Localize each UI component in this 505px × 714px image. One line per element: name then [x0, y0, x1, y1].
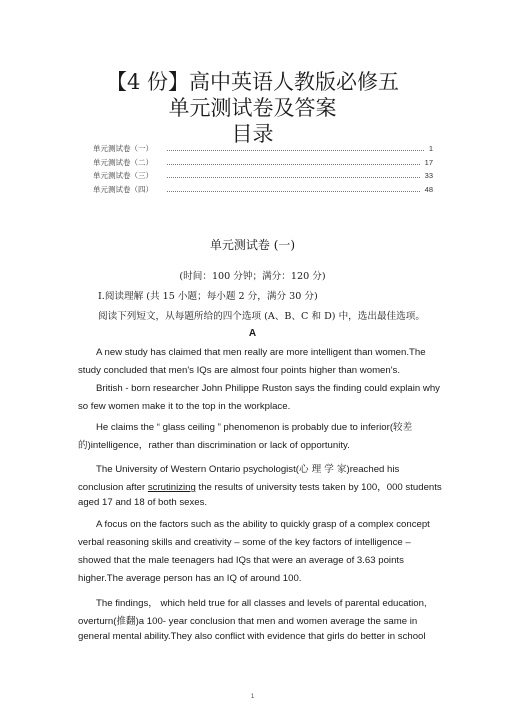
passage-line: so few women make it to the top in the workplace. [78, 401, 291, 412]
gloss-text: 推翻 [116, 616, 136, 627]
document-title: 【4 份】高中英语人教版必修五 [105, 70, 400, 94]
toc-entry-label: 单元测试卷（三） [93, 171, 153, 180]
toc-leader-dots [167, 191, 420, 192]
gloss-text: 的 [78, 440, 88, 451]
passage-text: )reached his [346, 464, 400, 475]
toc-entry[interactable] [93, 157, 433, 171]
passage-label: A [248, 328, 257, 339]
toc-entry[interactable] [93, 170, 433, 184]
document-subtitle: 单元测试卷及答案 [168, 96, 337, 120]
toc-entry-page: 17 [424, 157, 433, 167]
passage-line: verbal reasoning skills and creativity – some of the key factors of intelligence – [78, 537, 411, 548]
passage-text: )intelligence，rather than discrimination or lack of opportunity. [87, 440, 350, 451]
passage-line: A focus on the factors such as the ability to quickly grasp of a complex concept [96, 519, 430, 530]
passage-text: The University of Western Ontario psychologist( [96, 464, 299, 475]
passage-line: study concluded that men's IQs are almost four points higher than women's. [78, 365, 401, 376]
section-title: 单元测试卷 (一) [209, 238, 296, 252]
toc-entry-label: 单元测试卷（四） [93, 184, 153, 194]
passage-line [96, 419, 412, 433]
passage-text: conclusion after [78, 482, 148, 493]
instructions: 阅读下列短文，从每题所给的四个选项 (A、B、C 和 D) 中，选出最佳选项。 [98, 311, 425, 322]
toc-entry-label: 单元测试卷（一） [93, 144, 153, 153]
toc-entry-label: 单元测试卷（二） [93, 157, 153, 167]
gloss-text: 心 理 学 家 [298, 464, 347, 475]
passage-line [78, 613, 417, 627]
passage-text: )a 100- year conclusion that men and women average the same in [135, 616, 418, 627]
passage-line: A new study has claimed that men really are more intelligent than women.The [96, 347, 426, 358]
toc-entry-page: 33 [424, 171, 433, 180]
time-info: (时间：100 分钟；满分：120 分) [179, 271, 326, 282]
part-title: Ⅰ.阅读理解 (共 15 小题；每小题 2 分，满分 30 分) [98, 291, 318, 302]
toc-entry[interactable] [93, 143, 433, 157]
passage-line: general mental ability.They also conflict with evidence that girls do better in school [78, 631, 426, 642]
underlined-word: scrutinizing [147, 482, 196, 493]
toc-leader-dots [167, 164, 420, 165]
page-number: 1 [250, 694, 255, 700]
toc-entry[interactable] [93, 184, 433, 198]
toc-leader-dots [167, 150, 424, 151]
toc-entry-page: 48 [424, 184, 433, 194]
passage-text: overturn( [78, 616, 117, 627]
passage-line: British - born researcher John Philippe Ruston says the finding could explain why [96, 383, 440, 394]
passage-text: He claims the “ glass ceiling ” phenomenon is probably due to inferior( [96, 422, 394, 433]
passage-line: higher.The average person has an IQ of around 100. [78, 573, 302, 584]
toc-leader-dots [167, 177, 420, 178]
passage-line: aged 17 and 18 of both sexes. [78, 497, 208, 508]
gloss-text: 较差 [393, 422, 413, 433]
toc-heading: 目录 [231, 122, 274, 146]
passage-line [78, 437, 350, 451]
passage-line: showed that the male teenagers had IQs that were an average of 3.63 points [78, 555, 404, 566]
toc-entry-page: 1 [428, 144, 433, 153]
passage-line [96, 461, 399, 475]
passage-line: The findings， which held true for all classes and levels of parental education, [96, 598, 427, 609]
table-of-contents [93, 143, 433, 197]
passage-line [78, 479, 442, 493]
passage-text: the results of university tests taken by 100，000 students [195, 482, 442, 493]
